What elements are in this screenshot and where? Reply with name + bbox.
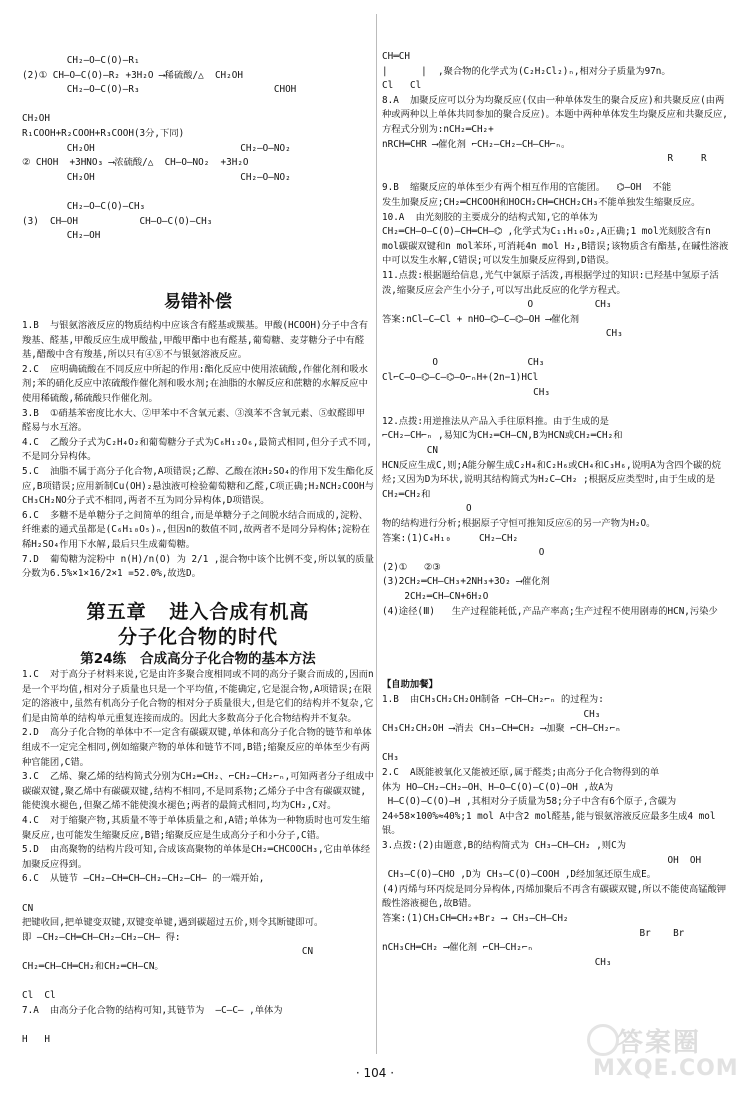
chapter-title: 第五章 进入合成有机高 分子化合物的时代 <box>86 601 310 648</box>
yicuo-answers: 1.B 与银氨溶液反应的物质结构中应该含有醛基或羰基。甲酸(HCOOH)分子中含有羧基、醛基,甲酸反应生成甲酸盐,甲酸甲酯中也有醛基,葡萄糖、麦芽糖分子中有醛基,醋酸中含有羧基,所以只有④⑧不与银氨溶液反应。 2.C 应明确硫酸在不同反应中所起的作用:酯化反应中使用浓硫酸,作催化剂和吸水剂;苯的硝化反应中浓硫酸作催化剂和吸水剂;在油脂的水解反应和蔗糖的水解反应中使用稀硫酸,稀硫酸只作催化剂。 3.B ①硝基苯密度比水大、②甲苯中不含氧元素、③溴苯不含氧元素、⑤蚁醛即甲醛易与水互溶。 4.C 乙酸分子式为C₂H₄O₂和葡萄糖分子式为C₆H₁₂O₆,最简式相同,但分子式不同,不是同分异构体。 5.C 油脂不属于高分子化合物,A项错误;乙醇、乙酸在浓H₂SO₄的作用下发生酯化反应,B项错误;应用新制Cu(OH)₂悬浊液可检验葡萄糖和乙醛,C项正确;H₂NCH₂COOH与CH₃CH₂NO分子式不相同,两者不互为同分异构体,D项错误。 6.C 多糖不是单糖分子之间简单的组合,而是单糖分子之间脱水结合而成的,淀粉、纤维素的通式虽都是(C₆H₁₀O₅)ₙ,但因n的数值不同,故两者不是同分异构体;淀粉在稀H₂SO₄作用下水解,最后只生成葡萄糖。 7.D 葡萄糖为淀粉中 n(H)/n(O) 为 2/1 ,混合物中该个比例不变,所以氧的质量分数为6.5%×1×16/2×1 =52.0%,故选D。 <box>22 320 374 580</box>
watermark-text-top: 答案圈 <box>617 1028 702 1058</box>
column-divider <box>376 14 377 1054</box>
exercise-24-answers: 1.C 对于高分子材料来说,它是由许多聚合度相同或不同的高分子聚合而成的,因而n是一个平均值,相对分子质量也只是一个平均值,不能确定,它是混合物,A项错误;在限定的溶液中,虽然有机高分子化合物的相对分子质量很大,但是它们的结构并不复杂,它们是由简单的结构单元重复连接而成的。因此大多数高分子化合物结构并不复杂。 2.D 高分子化合物的单体中不一定含有碳碳双键,单体和高分子化合物的链节和单体组成不一定完全相同,例如缩聚产物的单体和链节不同,B错;缩聚反应的单体至少有两种官能团,C错。 3.C 乙烯、聚乙烯的结构简式分别为CH₂═CH₂、⌐CH₂—CH₂⌐ₙ,可知两者分子组成中碳碳双键,聚乙烯中有碳碳双键,结构不相同,不是同系物;乙烯分子中含有碳碳双键,能使溴水褪色,但聚乙烯不能使溴水褪色;两者的最简式相同,均为CH₂,C对。 4.C 对于缩聚产物,其质量不等于单体质量之和,A错;单体为一种物质时也可发生缩聚反应,也可能发生缩聚反应,B错;缩聚反应是生成高分子和小分子,C错。 5.D 由高聚物的结构片段可知,合成该高聚物的单体是CH₂═CHCOOCH₃,它由单体经加聚反应得到。 6.C 从链节 —CH₂—CH═CH—CH₂—CH₂—CH— 的一端开始, CN 把键收回,把单键变双键,双键变单键,遇到碳超过五价,则令其断键即可。 即 —CH₂—CH═CH—CH₂—CH₂—CH— 得: CN CH₂═CH—CH═CH₂和CH₂═CH—CN。 Cl Cl 7.A 由高分子化合物的结构可知,其链节为 —C—C— ,单体为 H H <box>22 669 374 1045</box>
watermark-logo <box>587 1022 739 1084</box>
watermark-seal-icon <box>587 1024 619 1056</box>
page-number: · 104 · <box>355 1066 395 1080</box>
section-heading-yicuo: 易错补偿 <box>164 292 232 312</box>
zizhu-answers: 1.B 由CH₃CH₂CH₂OH制备 ⌐CH—CH₂⌐ₙ 的过程为: CH₃ CH₃CH₂CH₂OH ⟶消去 CH₃—CH═CH₂ ⟶加聚 ⌐CH—CH₂⌐ₙ CH₃ 2.C A既能被氧化又能被还原,属于醛类;由高分子化合物得到的单 体为 HO—CH₂—CH₂—OH、H—O—C(O)—C(O)—OH ,故A为 H—C(O)—C(O)—H ,其相对分子质量为58;分子中含有6个原子,含碳为24÷58×100%≈40%;1 mol A中含2 mol醛基,能与银氨溶液反应最多生成4 mol银。 3.点拨:(2)由题意,B的结构简式为 CH₃—CH—CH₂ ,则C为 OH OH CH₃—C(O)—CHO ,D为 CH₃—C(O)—COOH ,D经加氢还原生成E。 (4)丙烯与环丙烷是同分异构体,丙烯加聚后不再含有碳碳双键,所以不能使高锰酸钾酸性溶液褪色,故B错。 答案:(1)CH₃CH═CH₂+Br₂ ⟶ CH₃—CH—CH₂ Br Br nCH₃CH═CH₂ ⟶催化剂 ⌐CH—CH₂⌐ₙ CH₃ <box>382 694 727 968</box>
answers-8-12: CH═CH | | ,聚合物的化学式为(C₂H₂Cl₂)ₙ,相对分子质量为97n。 Cl Cl 8.A 加聚反应可以分为均聚反应(仅由一种单体发生的聚合反应)和共聚反应(由两种或两种以上单体共同参加的聚合反应)。本题中两种单体发生均聚反应和共聚反应,方程式分别为:nCH₂═CH₂+ nRCH═CHR ⟶催化剂 ⌐CH₂—CH₂—CH—CH⌐ₙ。 R R 9.B 缩聚反应的单体至少有两个相互作用的官能团。 ⌬—OH 不能 发生加聚反应;CH₂═CHCOOH和HOCH₂CH═CHCH₂CH₃不能单独发生缩聚反应。 10.A 由光刻胶的主要成分的结构式知,它的单体为 CH₂═CH—O—C(O)—CH═CH—⌬ ,化学式为C₁₁H₁₀O₂,A正确;1 mol光刻胶含有n mol碳碳双键和n mol苯环,可消耗4n mol H₂,B错误;该物质含有酯基,在碱性溶液中可以发生水解,C错误;可以发生加聚反应得到,D错误。 11.点拨:根据题给信息,光气中氯原子活泼,再根据学过的知识:已羟基中氢原子活泼,缩聚反应会产生小分子,可以写出此反应的化学方程式。 O CH₃ 答案:nCl—C—Cl + nHO—⌬—C—⌬—OH ⟶催化剂 CH₃ O CH₃ Cl⌐C—O—⌬—C—⌬—O⌐ₙH+(2n−1)HCl CH₃ 12.点拨:用逆推法从产品入手往原料推。由于生成的是 ⌐CH₂—CH⌐ₙ ,易知C为CH₂═CH—CN,B为HCN或CH₂═CH₂和 CN HCN反应生成C,则;A能分解生成C₂H₄和C₂H₆或CH₄和C₃H₆,说明A为含四个碳的烷烃;又因为D为环状,说明其结构简式为H₂C—CH₂ ;根据反应类型时,由于生成的是CH₂═CH₂和 O 物的结构进行分析;根据原子守恒可推知反应⑥的另一产物为H₂O。 答案:(1)C₄H₁₀ CH₂—CH₂ O (2)① ②③ (3)2CH₂═CH—CH₃+2NH₃+3O₂ ⟶催化剂 2CH₂═CH—CN+6H₂O (4)途径(Ⅲ) 生产过程能耗低,产品产率高;生产过程不使用剧毒的HCN,污染少 <box>382 51 729 617</box>
watermark-text-bottom: MXQE.COM <box>593 1056 739 1081</box>
answer-q1-equations: CH₂—O—C(O)—R₁ (2)① CH—O—C(O)—R₂ +3H₂O ⟶稀硫酸/△ CH₂OH CH₂—O—C(O)—R₃ CHOH CH₂OH R₁COOH+R₂COOH+R₃COOH(3分,下同) CH₂OH CH₂—O—NO₂ ② CHOH +3HNO₃ ⟶浓硫酸/△ CH—O—NO₂ +3H₂O CH₂OH CH₂—O—NO₂ CH₂—O—C(O)—CH₃ (3) CH—OH CH—O—C(O)—CH₃ CH₂—OH <box>22 55 297 242</box>
exercise-title: 第24练 合成高分子化合物的基本方法 <box>80 651 316 667</box>
zizhu-heading: 【自助加餐】 <box>382 679 438 690</box>
